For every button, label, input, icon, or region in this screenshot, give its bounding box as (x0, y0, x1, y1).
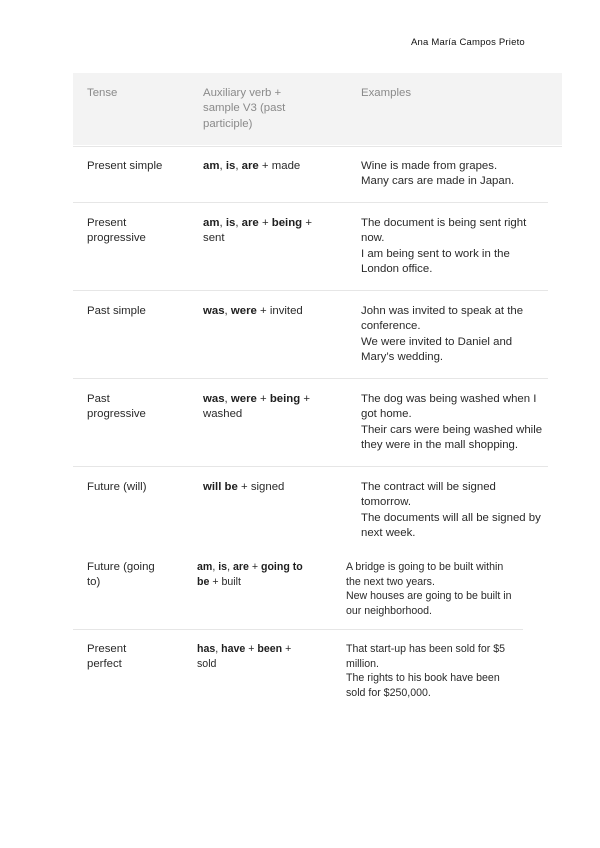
examples-present-simple (361, 159, 514, 190)
tense-line: progressive (87, 408, 146, 421)
example-line: tomorrow. (361, 496, 412, 509)
example-line: next week. (361, 526, 416, 539)
aux-line: be + built (197, 575, 241, 588)
tense-line: Present (87, 217, 127, 229)
example-line: John was invited to speak at the (361, 305, 524, 317)
tense-line: Future (going (87, 561, 155, 573)
aux-present-progressive (203, 216, 312, 247)
aux-line: washed (203, 408, 243, 421)
example-line: Mary’s wedding. (361, 350, 444, 363)
example-line: A bridge is going to be built within (346, 561, 504, 573)
example-line: Many cars are made in Japan. (361, 175, 515, 188)
aux-bold: are (241, 160, 259, 172)
column-header-tense (87, 86, 117, 101)
aux-future-going-to (197, 560, 303, 589)
example-line: New houses are going to be built in (346, 590, 512, 603)
example-line: That start-up has been sold for $5 (346, 643, 505, 655)
example-line: conference. (361, 320, 421, 333)
example-line: sold for $250,000. (346, 686, 431, 699)
tense-past-simple (87, 304, 146, 319)
aux-line (203, 159, 300, 174)
examples-present-perfect (346, 642, 505, 700)
column-header-line: sample V3 (past (203, 102, 286, 115)
tense-future-will (87, 480, 147, 495)
table-header-background (73, 73, 562, 145)
column-header-line: participle) (203, 117, 253, 130)
example-line: the next two years. (346, 575, 435, 588)
tense-line: perfect (87, 658, 122, 671)
aux-present-perfect (197, 642, 291, 671)
aux-line: has, have + been + (197, 643, 292, 655)
example-line: The documents will all be signed by (361, 511, 541, 524)
examples-future-will (361, 480, 541, 541)
aux-past-simple (203, 304, 303, 319)
column-header-line: Auxiliary verb + (203, 87, 282, 99)
row-divider (73, 202, 548, 203)
example-line: got home. (361, 408, 412, 421)
example-line: million. (346, 657, 379, 670)
example-line: they were in the mall shopping. (361, 438, 519, 451)
row-divider (73, 466, 548, 467)
example-line: The rights to his book have been (346, 672, 500, 685)
tense-line: Present simple (87, 160, 163, 172)
tense-present-perfect (87, 642, 126, 673)
row-divider (73, 146, 562, 147)
tense-line: Past simple (87, 305, 146, 317)
example-line: now. (361, 232, 385, 245)
row-divider (73, 378, 548, 379)
aux-line: will be + signed (203, 481, 285, 493)
example-line: our neighborhood. (346, 604, 432, 617)
example-line: The document is being sent right (361, 217, 527, 229)
row-divider (73, 629, 523, 630)
tense-line: Present (87, 643, 127, 655)
tense-present-simple (87, 159, 162, 174)
row-divider (73, 290, 548, 291)
aux-rest: + made (258, 160, 301, 172)
aux-bold: is (225, 160, 236, 172)
aux-present-simple (203, 159, 300, 174)
example-line: Their cars were being washed while (361, 423, 543, 436)
aux-past-progressive (203, 392, 310, 423)
column-header-line: Examples (361, 87, 412, 99)
example-line: We were invited to Daniel and (361, 335, 513, 348)
aux-future-will (203, 480, 284, 495)
examples-past-simple (361, 304, 523, 365)
example-line: Wine is made from grapes. (361, 160, 498, 172)
aux-line: was, were + invited (203, 305, 303, 317)
example-line: London office. (361, 262, 433, 275)
tense-line: Past (87, 393, 110, 405)
tense-past-progressive (87, 392, 146, 423)
example-line: The contract will be signed (361, 481, 496, 493)
aux-line: am, is, are + going to (197, 561, 303, 573)
tense-line: Future (will) (87, 481, 147, 493)
tense-line: to) (87, 576, 101, 589)
aux-line: sent (203, 232, 225, 245)
column-header-auxiliary (203, 86, 285, 132)
examples-present-progressive (361, 216, 526, 277)
example-line: I am being sent to work in the (361, 247, 510, 260)
aux-rest: , (219, 160, 226, 172)
aux-bold: am (203, 160, 220, 172)
tense-future-going-to (87, 560, 155, 591)
examples-past-progressive (361, 392, 542, 453)
column-header-line: Tense (87, 87, 118, 99)
aux-line: am, is, are + being + (203, 217, 312, 229)
column-header-examples (361, 86, 411, 101)
aux-line: was, were + being + (203, 393, 311, 405)
aux-line: sold (197, 657, 217, 670)
author-name: Ana María Campos Prieto (411, 37, 525, 48)
examples-future-going-to (346, 560, 512, 618)
tense-present-progressive (87, 216, 146, 247)
example-line: The dog was being washed when I (361, 393, 537, 405)
aux-rest: , (235, 160, 242, 172)
tense-line: progressive (87, 232, 146, 245)
